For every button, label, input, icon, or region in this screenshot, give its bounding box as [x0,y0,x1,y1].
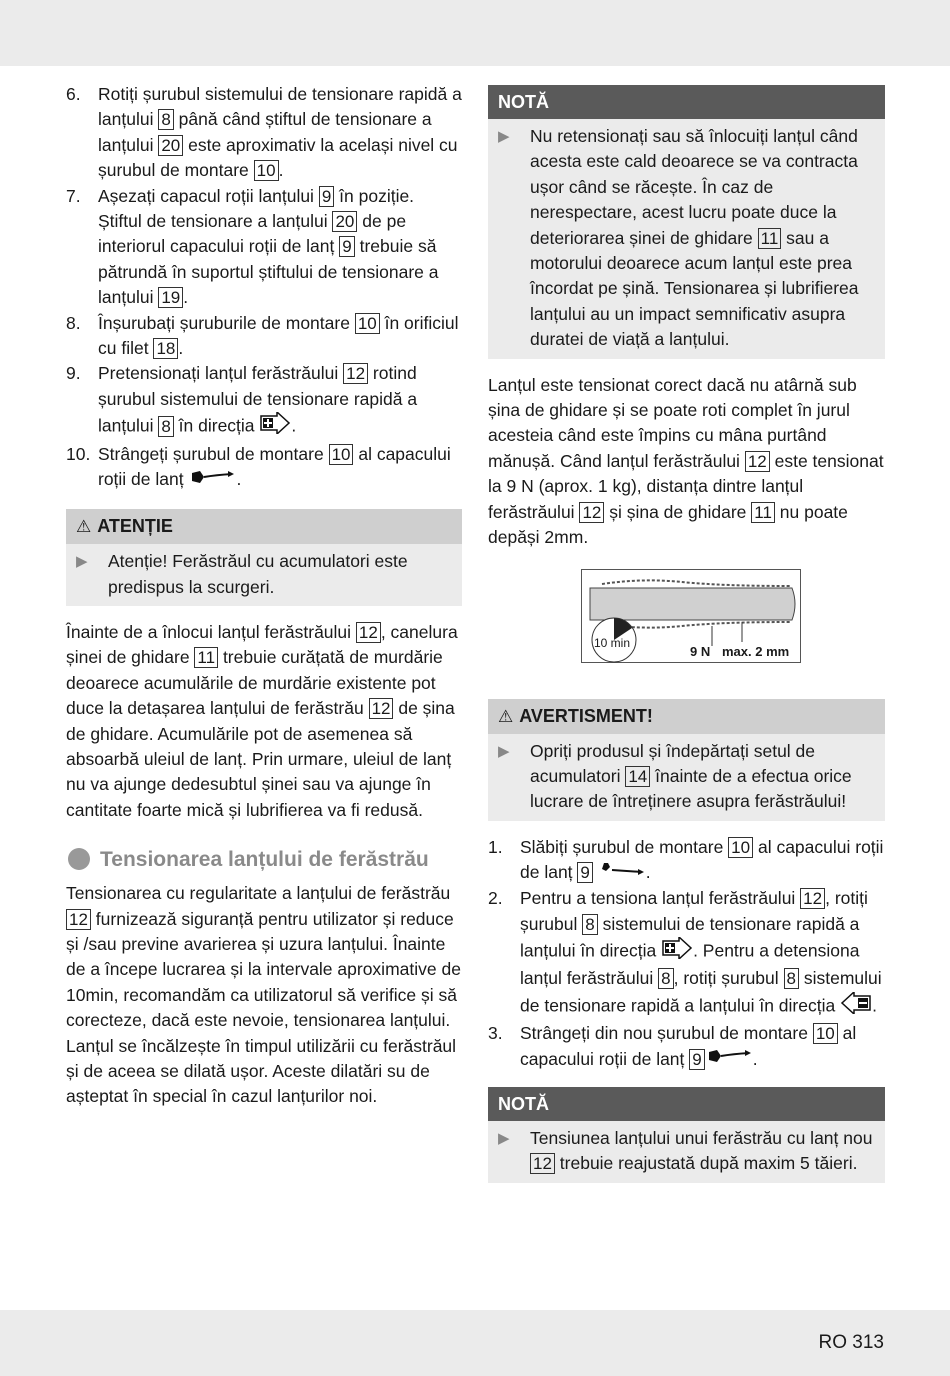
tighten-direction-icon [259,412,291,441]
note-text: Nu retensionați sau să înlocuiți lanțul când acesta este cald deoarece se va contracta ușor când se răcește. În caz de nerespectare, acest lucru poate duce la deteriorarea șinei de ghidare [530,126,858,248]
lock-direction-icon [705,1047,753,1072]
step-text: . Pentru a detensiona lanțul ferăstrăului [520,940,860,989]
para-text: este tensionat la 9 N (aprox. 1 kg), distanța dintre lanțul ferăstrăului [488,450,884,522]
step-text: trebuie să pătrundă în suportul știftului de tensionare a lanțului [98,236,439,308]
warning-title: AVERTISMENT! [519,705,653,726]
tighten-direction-icon [661,937,693,966]
step-text: Pentru a tensiona lanțul ferăstrăului [520,888,801,909]
step-text: Strângeți din nou șurubul de montare [520,1023,813,1044]
step-text: al capacului roții de lanț [520,836,884,883]
part-number-ref: 12 [66,909,91,930]
step-item [66,361,462,441]
attention-body [66,544,462,606]
warning-triangle-icon: ⚠ [76,517,92,537]
diagram-force-label: 9 N [690,643,711,659]
para-text: nu poate depăși 2mm. [488,501,848,548]
part-number-ref: 12 [530,1153,555,1174]
part-number-ref: 10 [813,1023,838,1044]
step-text: Slăbiți șurubul de montare [520,836,729,857]
part-number-ref: 12 [800,888,825,909]
para-text: și șina de ghidare [604,501,752,522]
step-text: , rotiți șurubul [673,968,784,989]
part-number-ref: 10 [728,837,753,858]
note-text-2 [530,1126,875,1177]
diagram-time-label: 10 min [594,635,631,650]
part-number-ref: 12 [343,363,368,384]
step-item [488,835,885,886]
attention-text: Atenție! Ferăstrăul cu acumulatori este predispus la scurgeri. [108,551,408,597]
step-text: . [291,415,297,436]
step-number: 8. [66,312,81,333]
step-text: sistemului de tensionare rapidă a lanțului în direcția [520,968,882,1016]
step-text: rotind șurubul sistemului de tensionare rapidă a lanțului [98,363,418,436]
attention-header [66,509,462,544]
step-number: 3. [488,1023,503,1044]
note-callout-1 [488,85,885,359]
step-number: 1. [488,836,503,857]
part-number-ref: 11 [751,502,775,523]
step-text [98,442,462,493]
para-text: , canelura șinei de ghidare [66,621,458,668]
lock-direction-icon [188,468,236,493]
warning-text: înainte de a efectua orice lucrare de întreținere asupra ferăstrăului! [530,765,852,812]
warning-body [488,734,885,821]
step-item [488,886,885,1021]
paragraph-tensioning [66,881,462,1110]
part-number-ref: 12 [745,451,770,472]
part-number-ref: 9 [319,186,334,207]
step-text [98,184,462,311]
step-text: . [278,160,284,181]
attention-title: ATENȚIE [97,516,173,537]
step-text: Strângeți șurubul de montare [98,443,329,464]
para-text: Lanțul este tensionat corect dacă nu atârnă sub șina de ghidare și se poate roti complet în jurul acesteia când este împins cu mâna purtând mănușă. Când lanțul ferăstrăului [488,374,857,471]
step-text: până când știftul de tensionare a lanțului [98,109,432,155]
note-callout-2 [488,1087,885,1183]
step-text [520,886,885,1021]
part-number-ref: 9 [689,1049,704,1070]
step-text: Înșurubați șuruburile de montare [98,312,355,333]
note-text-1 [530,124,875,353]
step-text: Pretensionați lanțul ferăstrăului [98,363,344,384]
note-title-1: NOTĂ [498,92,549,112]
steps-list-right [488,835,885,1073]
step-text: în orificiul cu filet [98,312,459,359]
step-text: . [872,995,877,1016]
footer-band [0,1310,950,1376]
para-text: trebuie curățată de murdărie deoarece acumulările de murdărie existente pot duce la detașarea lanțului de ferăstrău [66,647,443,719]
step-text [98,311,462,362]
step-item [66,311,462,362]
note-title-2: NOTĂ [498,1093,549,1114]
part-number-ref: 8 [784,968,799,989]
part-number-ref: 10 [254,160,279,181]
part-number-ref: 11 [758,228,782,249]
warning-header [488,699,885,734]
step-number: 2. [488,888,503,909]
step-item [66,442,462,493]
part-number-ref: 8 [582,914,597,935]
step-text [98,82,462,184]
step-text [520,835,885,886]
paragraph-cleaning [66,620,462,823]
steps-list-top [66,82,462,493]
bullet-triangle-icon: ▶ [76,553,88,571]
part-number-ref: 14 [625,766,650,787]
part-number-ref: 11 [194,647,218,668]
note-header-1 [488,85,885,119]
step-text [520,1021,885,1072]
loosen-direction-icon [840,992,872,1021]
note-text: sau a motorului deoarece acum lanțul este prea încordat pe șină. Tensionarea și lubrifierea lanțului au un impact semnificativ asupra duratei de viață a lanțului. [530,227,859,350]
warning-callout [488,699,885,821]
para-text: furnizează siguranță pentru utilizator și reduce și /sau previne avarierea și uzura lanțului. Înainte de a începe lucrarea și la intervale aproximative de 10min, recomandăm ca utilizatorul să verifice și să corecteze, dacă este nevoie, tensionarea lanțului. Lanțul se încălzește în timpul utilizării cu ferăstrăul și de aceea se dilată ușor. Aceste dilatări su de așteptat în special în cazul lanțurilor noi. [66,908,461,1107]
step-text: în direcția [173,415,260,436]
warning-triangle-icon: ⚠ [498,706,514,726]
step-text: . [645,862,651,883]
step-text [98,361,462,441]
left-column [66,82,462,1110]
step-item [488,1021,885,1072]
bullet-dot-icon [68,848,90,870]
header-band [0,0,950,66]
note-text: Tensiunea lanțului unui ferăstrău cu lanț nou [530,1127,873,1148]
part-number-ref: 18 [153,338,178,359]
para-text: de șina de ghidare. Acumulările pot de asemenea să absoarbă uleiul de lanț. Prin urmare, uleiul de lanț nu va ajunge dedesubtul șinei sau va ajunge în cantitate foarte mică și lubrifierea va fi redusă. [66,698,455,820]
bullet-triangle-icon: ▶ [498,1129,510,1147]
step-text: . [183,287,189,308]
step-text: sistemului de tensionare rapidă a lanțului în direcția [520,913,860,961]
step-text: , rotiți șurubul [520,888,868,934]
part-number-ref: 8 [158,416,173,437]
part-number-ref: 9 [577,862,592,883]
part-number-ref: 10 [329,444,354,465]
right-column [488,85,885,1197]
step-text: . [178,338,184,359]
part-number-ref: 12 [356,622,381,643]
step-item [66,82,462,184]
unlock-direction-icon [598,861,646,886]
note-header-2 [488,1087,885,1121]
part-number-ref: 8 [658,968,673,989]
step-text: este aproximativ la același nivel cu șurubul de montare [98,134,458,181]
step-text: al capacului roții de lanț [520,1023,857,1069]
part-number-ref: 12 [579,502,604,523]
note-text: trebuie reajustată după maxim 5 tăieri. [554,1153,858,1174]
note-body-2 [488,1121,885,1183]
step-item [66,184,462,311]
step-text: Așezați capacul roții lanțului [98,185,319,206]
paragraph-tension-check [488,373,885,551]
warning-text: Opriți produsul și îndepărtați setul de acumulatori [530,740,816,786]
para-text: Tensionarea cu regularitate a lanțului de ferăstrău [66,883,451,904]
section-heading [66,845,462,875]
page-number: RO 313 [818,1332,884,1353]
section-title: Tensionarea lanțului de ferăstrău [100,848,429,872]
step-text: al capacului roții de lanț [98,443,451,490]
part-number-ref: 20 [158,135,183,156]
diagram-gap-label: max. 2 mm [722,643,790,659]
step-number: 9. [66,363,81,384]
step-text: . [236,469,242,490]
part-number-ref: 12 [369,698,394,719]
step-text: de pe interiorul capacului roții de lanț [98,211,407,257]
part-number-ref: 10 [355,313,380,334]
step-text: Rotiți șurubul sistemului de tensionare rapidă a lanțului [98,84,462,130]
para-text: Înainte de a înlocui lanțul ferăstrăului [66,621,356,642]
step-text: . [752,1048,758,1069]
part-number-ref: 9 [339,236,354,257]
step-number: 6. [66,84,81,104]
part-number-ref: 20 [332,211,357,232]
part-number-ref: 8 [158,109,173,130]
warning-text [530,739,875,815]
part-number-ref: 19 [158,287,183,308]
step-number: 7. [66,185,81,206]
bullet-triangle-icon: ▶ [498,742,510,760]
bullet-triangle-icon: ▶ [498,128,510,145]
note-body-1 [488,119,885,359]
step-text: în poziție. Știftul de tensionare a lanțului [98,185,415,232]
attention-callout [66,509,462,606]
chain-tension-diagram [581,569,801,663]
step-number: 10. [66,443,91,464]
